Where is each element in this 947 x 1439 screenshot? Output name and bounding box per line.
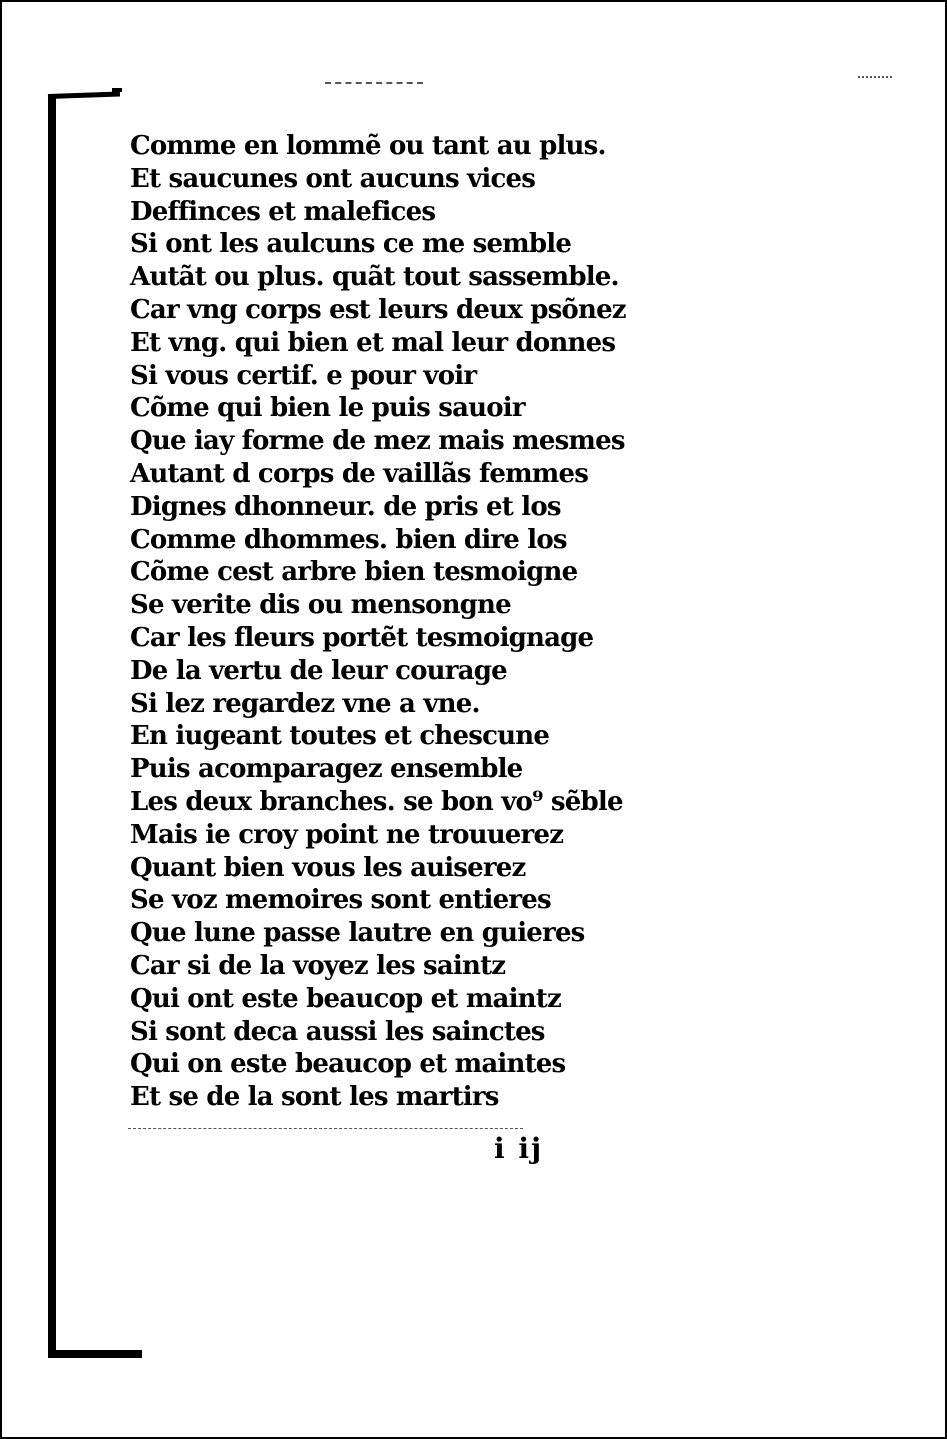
verse-line: Car si de la voyez les saintz xyxy=(130,950,506,981)
verse-line: Comme en lommẽ ou tant au plus. xyxy=(130,131,606,161)
verse-line: Car vng corps est leurs deux psõnez xyxy=(130,294,626,325)
verse-line: En iugeant toutes et chescune xyxy=(130,721,550,752)
binding-edge xyxy=(48,96,56,1352)
verse-line: Comme dhommes. bien dire los xyxy=(130,524,567,555)
verse-line: Car les fleurs portẽt tesmoignage xyxy=(130,622,594,653)
verse-line: Si ont les aulcuns ce me semble xyxy=(130,229,572,260)
verse-line: Si vous certif. e pour voir xyxy=(130,360,477,391)
verse-line: Si lez regardez vne a vne. xyxy=(130,688,480,719)
verse-line: Et vng. qui bien et mal leur donnes xyxy=(130,327,616,358)
verse-line: Dignes dhonneur. de pris et los xyxy=(130,491,561,522)
binding-edge-bottom xyxy=(48,1350,142,1358)
verse-line: Que lune passe lautre en guieres xyxy=(130,918,585,949)
verse-line: Autãt ou plus. quãt tout sassemble. xyxy=(130,262,619,293)
signature-mark: i ij xyxy=(494,1132,544,1165)
verse-line: Qui on este beaucop et maintes xyxy=(130,1049,566,1080)
verse-line: Que iay forme de mez mais mesmes xyxy=(130,426,625,457)
verse-line: Puis acomparagez ensemble xyxy=(130,754,523,785)
verse-line: De la vertu de leur courage xyxy=(130,655,507,686)
verse-line: Les deux branches. se bon vo⁹ sẽble xyxy=(130,786,623,817)
verse-line: Deffinces et malefices xyxy=(130,196,436,227)
verse-text xyxy=(130,130,626,1114)
binding-edge-top xyxy=(48,91,120,99)
page-border-top xyxy=(0,0,947,2)
top-rule xyxy=(325,82,423,84)
verse-line: Quant bien vous les auiserez xyxy=(130,852,526,883)
verse-line: Et saucunes ont aucuns vices xyxy=(130,163,536,194)
verse-line: Cõme cest arbre bien tesmoigne xyxy=(130,557,578,588)
verse-line: Qui ont este beaucop et maintz xyxy=(130,983,561,1014)
verse-line: Se voz memoires sont entieres xyxy=(130,885,551,916)
bottom-rule xyxy=(128,1128,523,1129)
verse-line: Autant d corps de vaillãs femmes xyxy=(130,458,589,489)
ink-mark xyxy=(112,88,122,92)
page-border-left xyxy=(0,0,2,1439)
verse-line: Et se de la sont les martirs xyxy=(130,1082,499,1113)
verse-line: Mais ie croy point ne trouuerez xyxy=(130,819,564,850)
verse-line: Cõme qui bien le puis sauoir xyxy=(130,393,525,424)
verse-line: Se verite dis ou mensongne xyxy=(130,590,511,621)
top-right-rule xyxy=(858,76,892,78)
verse-line: Si sont deca aussi les sainctes xyxy=(130,1016,545,1047)
